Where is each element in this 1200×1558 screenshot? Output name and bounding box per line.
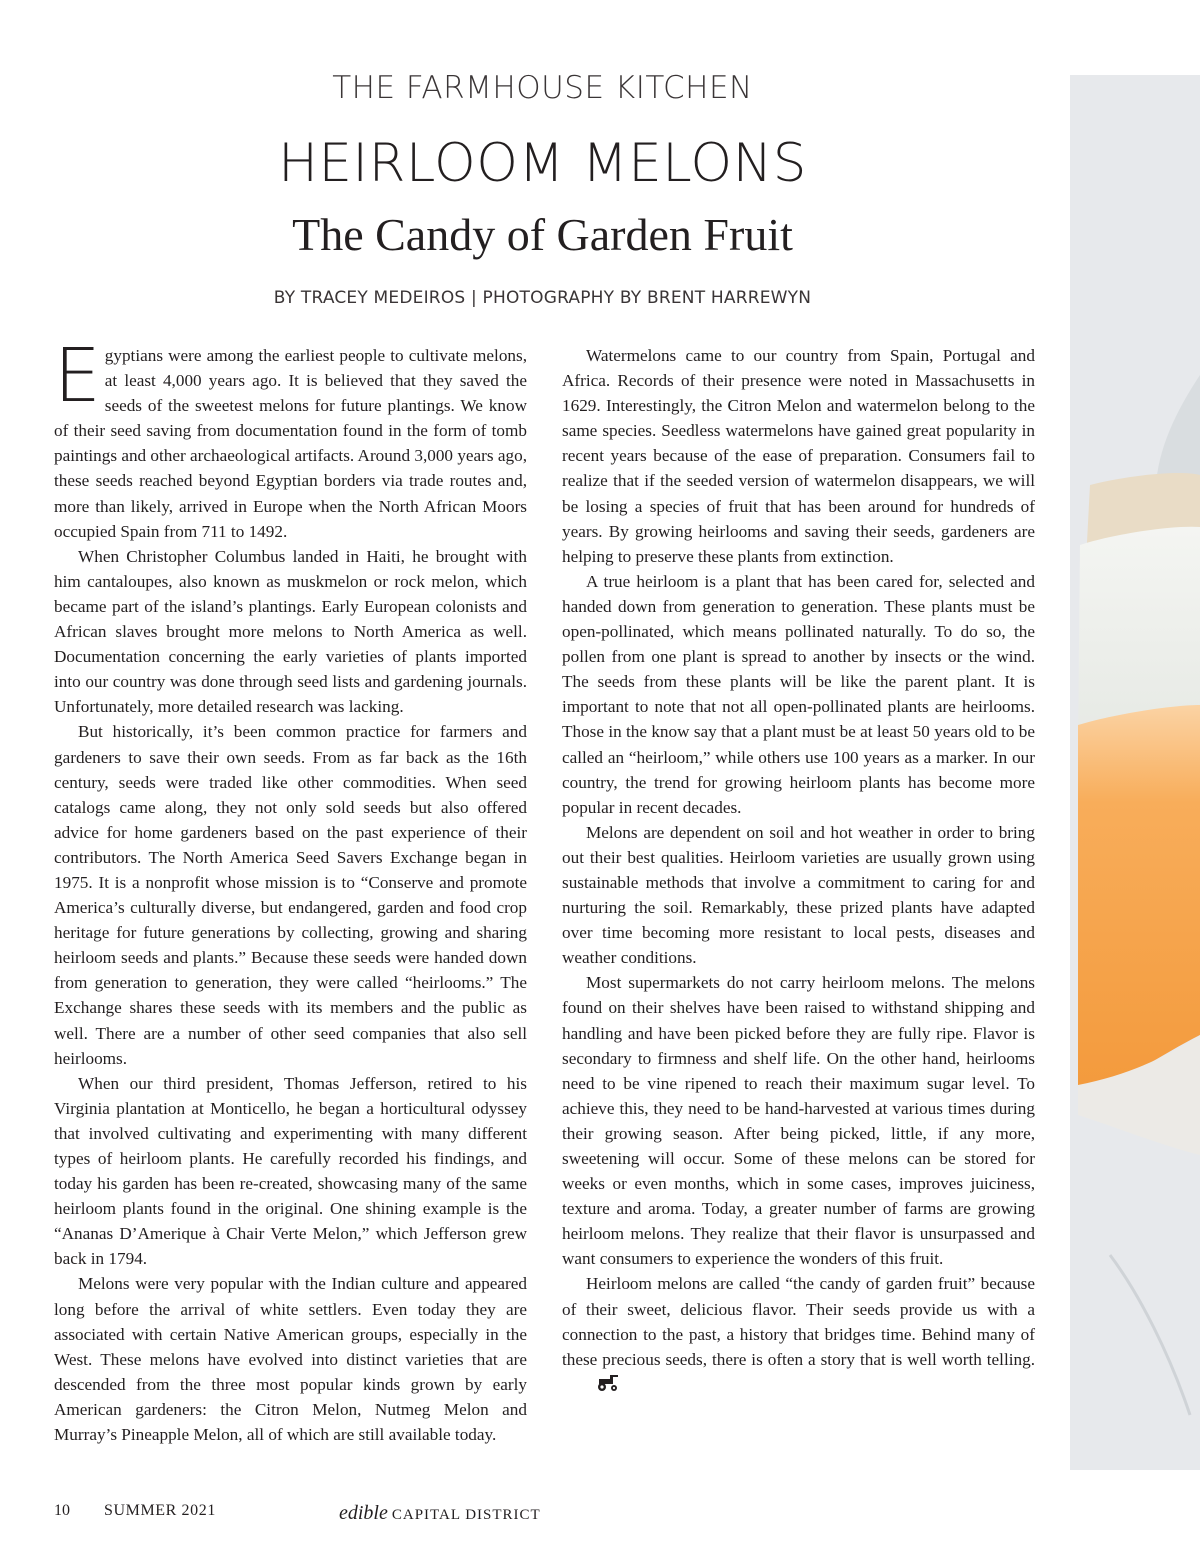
magazine-brand: [339, 1502, 541, 1525]
page-number: 10: [54, 1502, 70, 1519]
paragraph: But historically, it’s been common practice for farmers and gardeners to save their own seeds. From as far back as the 16th century, seeds were traded like other commodities. When seed catalogs came along, they not only sold seeds but also offered advice for home gardeners based on the past experience of their contributors. The North America Seed Savers Exchange began in 1975. It is a nonprofit whose mission is to “Conserve and promote America’s culturally diverse, but endangered, garden and food crop heritage for future generations by collecting, growing and sharing heirloom seeds and plants.” Because these seeds were handed down from generation to generation, they were called “heirlooms.” The Exchange shares these seeds with its members and the public as well. There are a number of other seed companies that also sell heirlooms.: [54, 722, 527, 1068]
paragraph: [562, 1271, 1035, 1398]
paragraph: Most supermarkets do not carry heirloom melons. The melons found on their shelves have been raised to withstand shipping and handling and have been picked before they are fully ripe. Flavor is secondary to firmness and shelf life. On the other hand, heirlooms need to be vine ripened to reach their maximum sugar level. To achieve this, they need to be hand-harvested at various times during their growing season. After being picked, little, if any more, sweetening will occur. Some of these melons can be stored for weeks or even months, which in some cases, improves juiciness, texture and aroma. Today, a greater number of farms are growing heirloom melons. They realize that their flavor is unsurpassed and want consumers to experience the wonders of this fruit.: [562, 973, 1035, 1269]
tractor-icon: [572, 1374, 620, 1399]
article-subtitle: The Candy of Garden Fruit: [292, 209, 793, 260]
paragraph-text: gyptians were among the earliest people to cultivate melons, at least 4,000 years ago. It is believed that they saved the seeds of the sweetest melons for future plantings. We know of their seed saving from documentation found in the form of tomb paintings and other archaeological artifacts. Around 3,000 years ago, these seeds reached beyond Egyptian borders via trade routes and, more than likely, arrived in Europe when the North African Moors occupied Spain from 711 to 1492.: [54, 346, 527, 541]
article-title: HEIRLOOM MELONS: [278, 133, 807, 194]
brand-main: edible: [339, 1502, 388, 1524]
article-column-left: [54, 333, 527, 1447]
section-kicker: THE FARMHOUSE KITCHEN: [332, 70, 753, 106]
brand-sub: CAPITAL DISTRICT: [391, 1507, 541, 1523]
drop-cap: E: [54, 333, 101, 419]
melon-popsicle-photo: [1070, 75, 1200, 1470]
article-byline: BY TRACEY MEDEIROS | PHOTOGRAPHY BY BRENT HARREWYN: [273, 288, 812, 308]
article-column-right: [562, 343, 1035, 1399]
paragraph: Watermelons came to our country from Spain, Portugal and Africa. Records of their presence were noted in Massachusetts in 1629. Interestingly, the Citron Melon and watermelon belong to the same species. Seedless watermelons have gained great popularity in recent years because of the ease of preparation. Consumers fail to realize that if the seeded version of watermelon disappears, we will be losing a species of fruit that has been around for hundreds of years. By growing heirlooms and saving their seeds, gardeners are helping to preserve these plants from extinction.: [562, 346, 1035, 566]
paragraph: When our third president, Thomas Jefferson, retired to his Virginia plantation at Monticello, he began a horticultural odyssey that involved cultivating and experimenting with many different types of heirloom plants. He carefully recorded his findings, and today his garden has been re-created, showcasing many of the same heirloom plants found in the original. One shining example is the “Ananas D’Amerique à Chair Verte Melon,” which Jefferson grew back in 1794.: [54, 1073, 527, 1269]
paragraph: When Christopher Columbus landed in Haiti, he brought with him cantaloupes, also known as muskmelon or rock melon, which became part of the island’s plantings. Early European colonists and African slaves brought more melons to North America as well. Documentation concerning the early varieties of plants imported into our country was done through seed lists and gardening journals. Unfortunately, more detailed research was lacking.: [54, 546, 527, 717]
paragraph: A true heirloom is a plant that has been cared for, selected and handed down from generation to generation. These plants must be open-pollinated, which means pollinated naturally. To do so, the pollen from one plant is spread to another by insects or the wind. The seeds from these plants will be like the parent plant. It is important to note that not all open-pollinated plants are heirlooms. Those in the know say that a plant must be at least 50 years old to be called an “heirloom,” while others use 100 years as a marker. In our country, the trend for growing heirloom plants has become more popular in recent decades.: [562, 571, 1035, 817]
paragraph: Melons are dependent on soil and hot weather in order to bring out their best qualities. Heirloom varieties are usually grown using sustainable methods that involve a commitment to caring for and nurturing the soil. Remarkably, these prized plants have adapted over time becoming more resistant to local pests, diseases and weather conditions.: [562, 822, 1035, 968]
issue-date: SUMMER 2021: [104, 1502, 216, 1519]
paragraph: [54, 333, 527, 544]
melon-popsicle-illustration: [1070, 75, 1200, 1470]
paragraph-text: Heirloom melons are called “the candy of garden fruit” because of their sweet, delicious flavor. Their seeds provide us with a connection to the past, a history that bridges time. Behind many of these precious seeds, there is often a story that is well worth telling.: [562, 1274, 1035, 1369]
paragraph: Melons were very popular with the Indian culture and appeared long before the arrival of white settlers. Even today they are associated with certain Native American groups, especially in the West. These melons have evolved into distinct varieties that are descended from the three most popular kinds grown by early American gardeners: the Citron Melon, Nutmeg Melon and Murray’s Pineapple Melon, all of which are still available today.: [54, 1274, 527, 1445]
